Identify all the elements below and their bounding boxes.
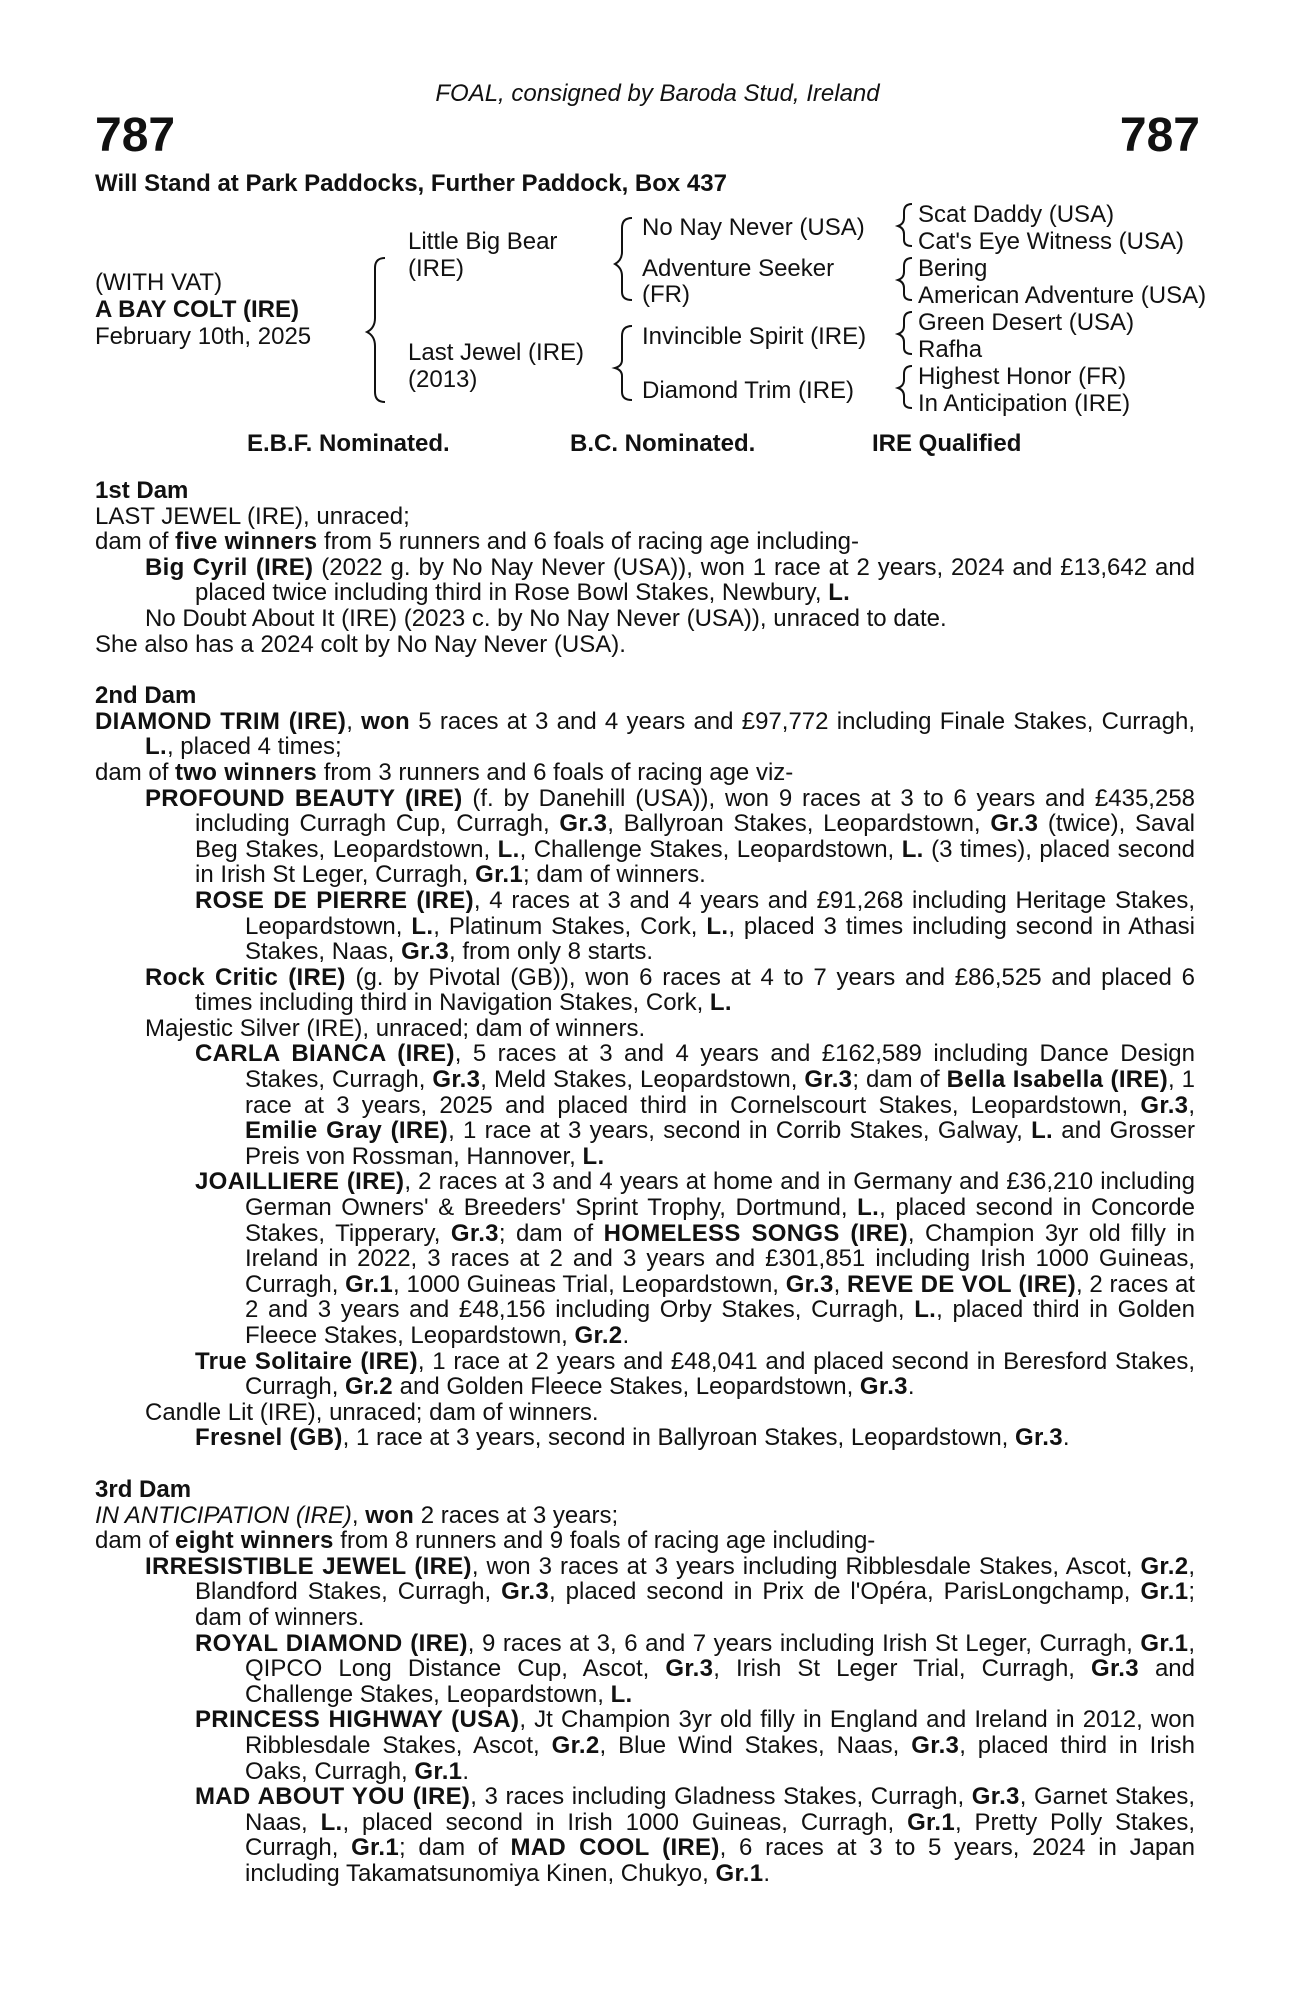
pedigree-entry: IRRESISTIBLE JEWEL (IRE), won 3 races at 3 years including Ribblesdale Stakes, Ascot, Gr.2, Blandford Stakes, Curragh, Gr.3, placed second in Prix de l'Opéra, ParisLongchamp, Gr.1; dam of winners.	[145, 1552, 1196, 1631]
pedigree-entry: LAST JEWEL (IRE), unraced;	[95, 502, 410, 530]
pedigree-entry: She also has a 2024 colt by No Nay Never (USA).	[95, 630, 626, 658]
pedigree-entry: True Solitaire (IRE), 1 race at 2 years and £48,041 and placed second in Beresford Stakes, Curragh, Gr.2 and Golden Fleece Stakes, Leopardstown, Gr.3.	[195, 1347, 1195, 1401]
pedigree-entry: dam of two winners from 3 runners and 6 foals of racing age viz-	[95, 758, 794, 786]
dam-dam: Diamond Trim (IRE)	[642, 377, 855, 404]
pedigree-entry: ROSE DE PIERRE (IRE), 4 races at 3 and 4 years and £91,268 including Heritage Stakes, Leopardstown, L., Platinum Stakes, Cork, L., placed 3 times including second in Athasi Stakes, Naas, Gr.3, from only 8 starts.	[195, 886, 1196, 966]
brace-g34	[898, 258, 912, 300]
sire-country: (IRE)	[408, 255, 464, 282]
pedigree-entry: MAD ABOUT YOU (IRE), 3 races including Gladness Stakes, Curragh, Gr.3, Garnet Stakes, Naas, L., placed second in Irish 1000 Guineas, Curragh, Gr.1, Pretty Polly Stakes, Curragh, Gr.1; dam of MAD COOL (IRE), 6 races at 3 to 5 years, 2024 in Japan including Takamatsunomiya Kinen, Chukyo, Gr.1.	[195, 1783, 1195, 1887]
pedigree-entry: Majestic Silver (IRE), unraced; dam of winners.	[145, 1014, 646, 1042]
pedigree-entry: dam of eight winners from 8 runners and 9 foals of racing age including-	[95, 1527, 876, 1555]
dam-year: (2013)	[408, 366, 478, 393]
pedigree-entry: JOAILLIERE (IRE), 2 races at 3 and 4 years at home and in Germany and £36,210 including German Owners' & Breeders' Sprint Trophy, Dortmund, L., placed second in Concorde Stakes, Tipperary, Gr.3; dam of HOMELESS SONGS (IRE), Champion 3yr old filly in Ireland in 2022, 3 races at 2 and 3 years and £301,851 including Irish 1000 Guineas, Curragh, Gr.1, 1000 Guineas Trial, Leopardstown, Gr.3, REVE DE VOL (IRE), 2 races at 2 and 3 years and £48,156 including Orby Stakes, Curragh, L., placed third in Golden Fleece Stakes, Leopardstown, Gr.2.	[195, 1168, 1196, 1349]
grandsire-3: Bering	[918, 255, 988, 282]
lot-number-left: 787	[95, 109, 176, 162]
section-heading: 3rd Dam	[95, 1475, 192, 1503]
pedigree-entry: IN ANTICIPATION (IRE), won 2 races at 3 years;	[95, 1501, 619, 1529]
brace-dam	[615, 326, 632, 400]
grandsire-5: Green Desert (USA)	[918, 309, 1135, 336]
pedigree-entry: Fresnel (GB), 1 race at 3 years, second in Ballyroan Stakes, Leopardstown, Gr.3.	[195, 1424, 1070, 1452]
brace-g56	[898, 312, 912, 354]
pedigree-entry: PRINCESS HIGHWAY (USA), Jt Champion 3yr old filly in England and Ireland in 2012, won Ribblesdale Stakes, Ascot, Gr.2, Blue Wind Stakes, Naas, Gr.3, placed third in Irish Oaks, Curragh, Gr.1.	[195, 1706, 1195, 1785]
pedigree-entry: DIAMOND TRIM (IRE), won 5 races at 3 and 4 years and £97,772 including Finale Stakes, Curragh, L., placed 4 times;	[95, 707, 1195, 761]
section-heading: 2nd Dam	[95, 682, 197, 710]
grandsire-2: Cat's Eye Witness (USA)	[918, 228, 1184, 255]
bc-nomination: B.C. Nominated.	[570, 430, 756, 457]
pedigree-entry: dam of five winners from 5 runners and 6 foals of racing age including-	[95, 528, 860, 556]
brace-g12	[898, 204, 912, 246]
grandsire-8: In Anticipation (IRE)	[918, 390, 1131, 417]
stand-location: Will Stand at Park Paddocks, Further Paddock, Box 437	[95, 170, 727, 197]
sire-sire: No Nay Never (USA)	[642, 214, 865, 241]
lot-number-right: 787	[1119, 109, 1200, 162]
ebf-nomination: E.B.F. Nominated.	[247, 430, 450, 457]
pedigree-entry: Candle Lit (IRE), unraced; dam of winners.	[145, 1398, 599, 1426]
pedigree-entry: CARLA BIANCA (IRE), 5 races at 3 and 4 years and £162,589 including Dance Design Stakes, Curragh, Gr.3, Meld Stakes, Leopardstown, Gr.3; dam of Bella Isabella (IRE), 1 race at 3 years, 2025 and placed third in Cornelscourt Stakes, Leopardstown, Gr.3, Emilie Gray (IRE), 1 race at 3 years, second in Corrib Stakes, Galway, L. and Grosser Preis von Rossman, Hannover, L.	[195, 1040, 1196, 1170]
consignment-line: FOAL, consigned by Baroda Stud, Ireland	[435, 80, 880, 107]
sire-dam-country: (FR)	[642, 281, 690, 308]
grandsire-6: Rafha	[918, 336, 983, 363]
brace-main	[367, 258, 385, 402]
ire-qualified: IRE Qualified	[872, 430, 1022, 457]
pedigree-entry: ROYAL DIAMOND (IRE), 9 races at 3, 6 and 7 years including Irish St Leger, Curragh, Gr.1, QIPCO Long Distance Cup, Ascot, Gr.3, Irish St Leger Trial, Curragh, Gr.3 and Challenge Stakes, Leopardstown, L.	[195, 1629, 1195, 1708]
brace-g78	[898, 366, 912, 408]
brace-sire	[615, 218, 632, 300]
grandsire-4: American Adventure (USA)	[918, 282, 1207, 309]
pedigree-entry: Rock Critic (IRE) (g. by Pivotal (GB)), won 6 races at 4 to 7 years and £86,525 and placed 6 times including third in Navigation Stakes, Cork, L.	[145, 963, 1195, 1017]
grandsire-7: Highest Honor (FR)	[918, 363, 1127, 390]
lot-title: A BAY COLT (IRE)	[95, 296, 300, 323]
pedigree-entry: Big Cyril (IRE) (2022 g. by No Nay Never (USA)), won 1 race at 2 years, 2024 and £13,642 and placed twice including third in Rose Bowl Stakes, Newbury, L.	[145, 553, 1196, 607]
dam-sire: Invincible Spirit (IRE)	[642, 323, 867, 350]
sire-name: Little Big Bear	[408, 228, 558, 255]
section-heading: 1st Dam	[95, 477, 189, 504]
dam-name: Last Jewel (IRE)	[408, 339, 585, 366]
grandsire-1: Scat Daddy (USA)	[918, 201, 1115, 228]
pedigree-entry: No Doubt About It (IRE) (2023 c. by No Nay Never (USA)), unraced to date.	[145, 604, 947, 632]
vat-note: (WITH VAT)	[95, 269, 223, 296]
catalogue-body	[95, 478, 1195, 1886]
sire-dam-name: Adventure Seeker	[642, 255, 835, 282]
foaling-date: February 10th, 2025	[95, 323, 312, 350]
pedigree-entry: PROFOUND BEAUTY (IRE) (f. by Danehill (USA)), won 9 races at 3 to 6 years and £435,258 including Curragh Cup, Curragh, Gr.3, Ballyroan Stakes, Leopardstown, Gr.3 (twice), Saval Beg Stakes, Leopardstown, L., Challenge Stakes, Leopardstown, L. (3 times), placed second in Irish St Leger, Curragh, Gr.1; dam of winners.	[145, 784, 1196, 889]
